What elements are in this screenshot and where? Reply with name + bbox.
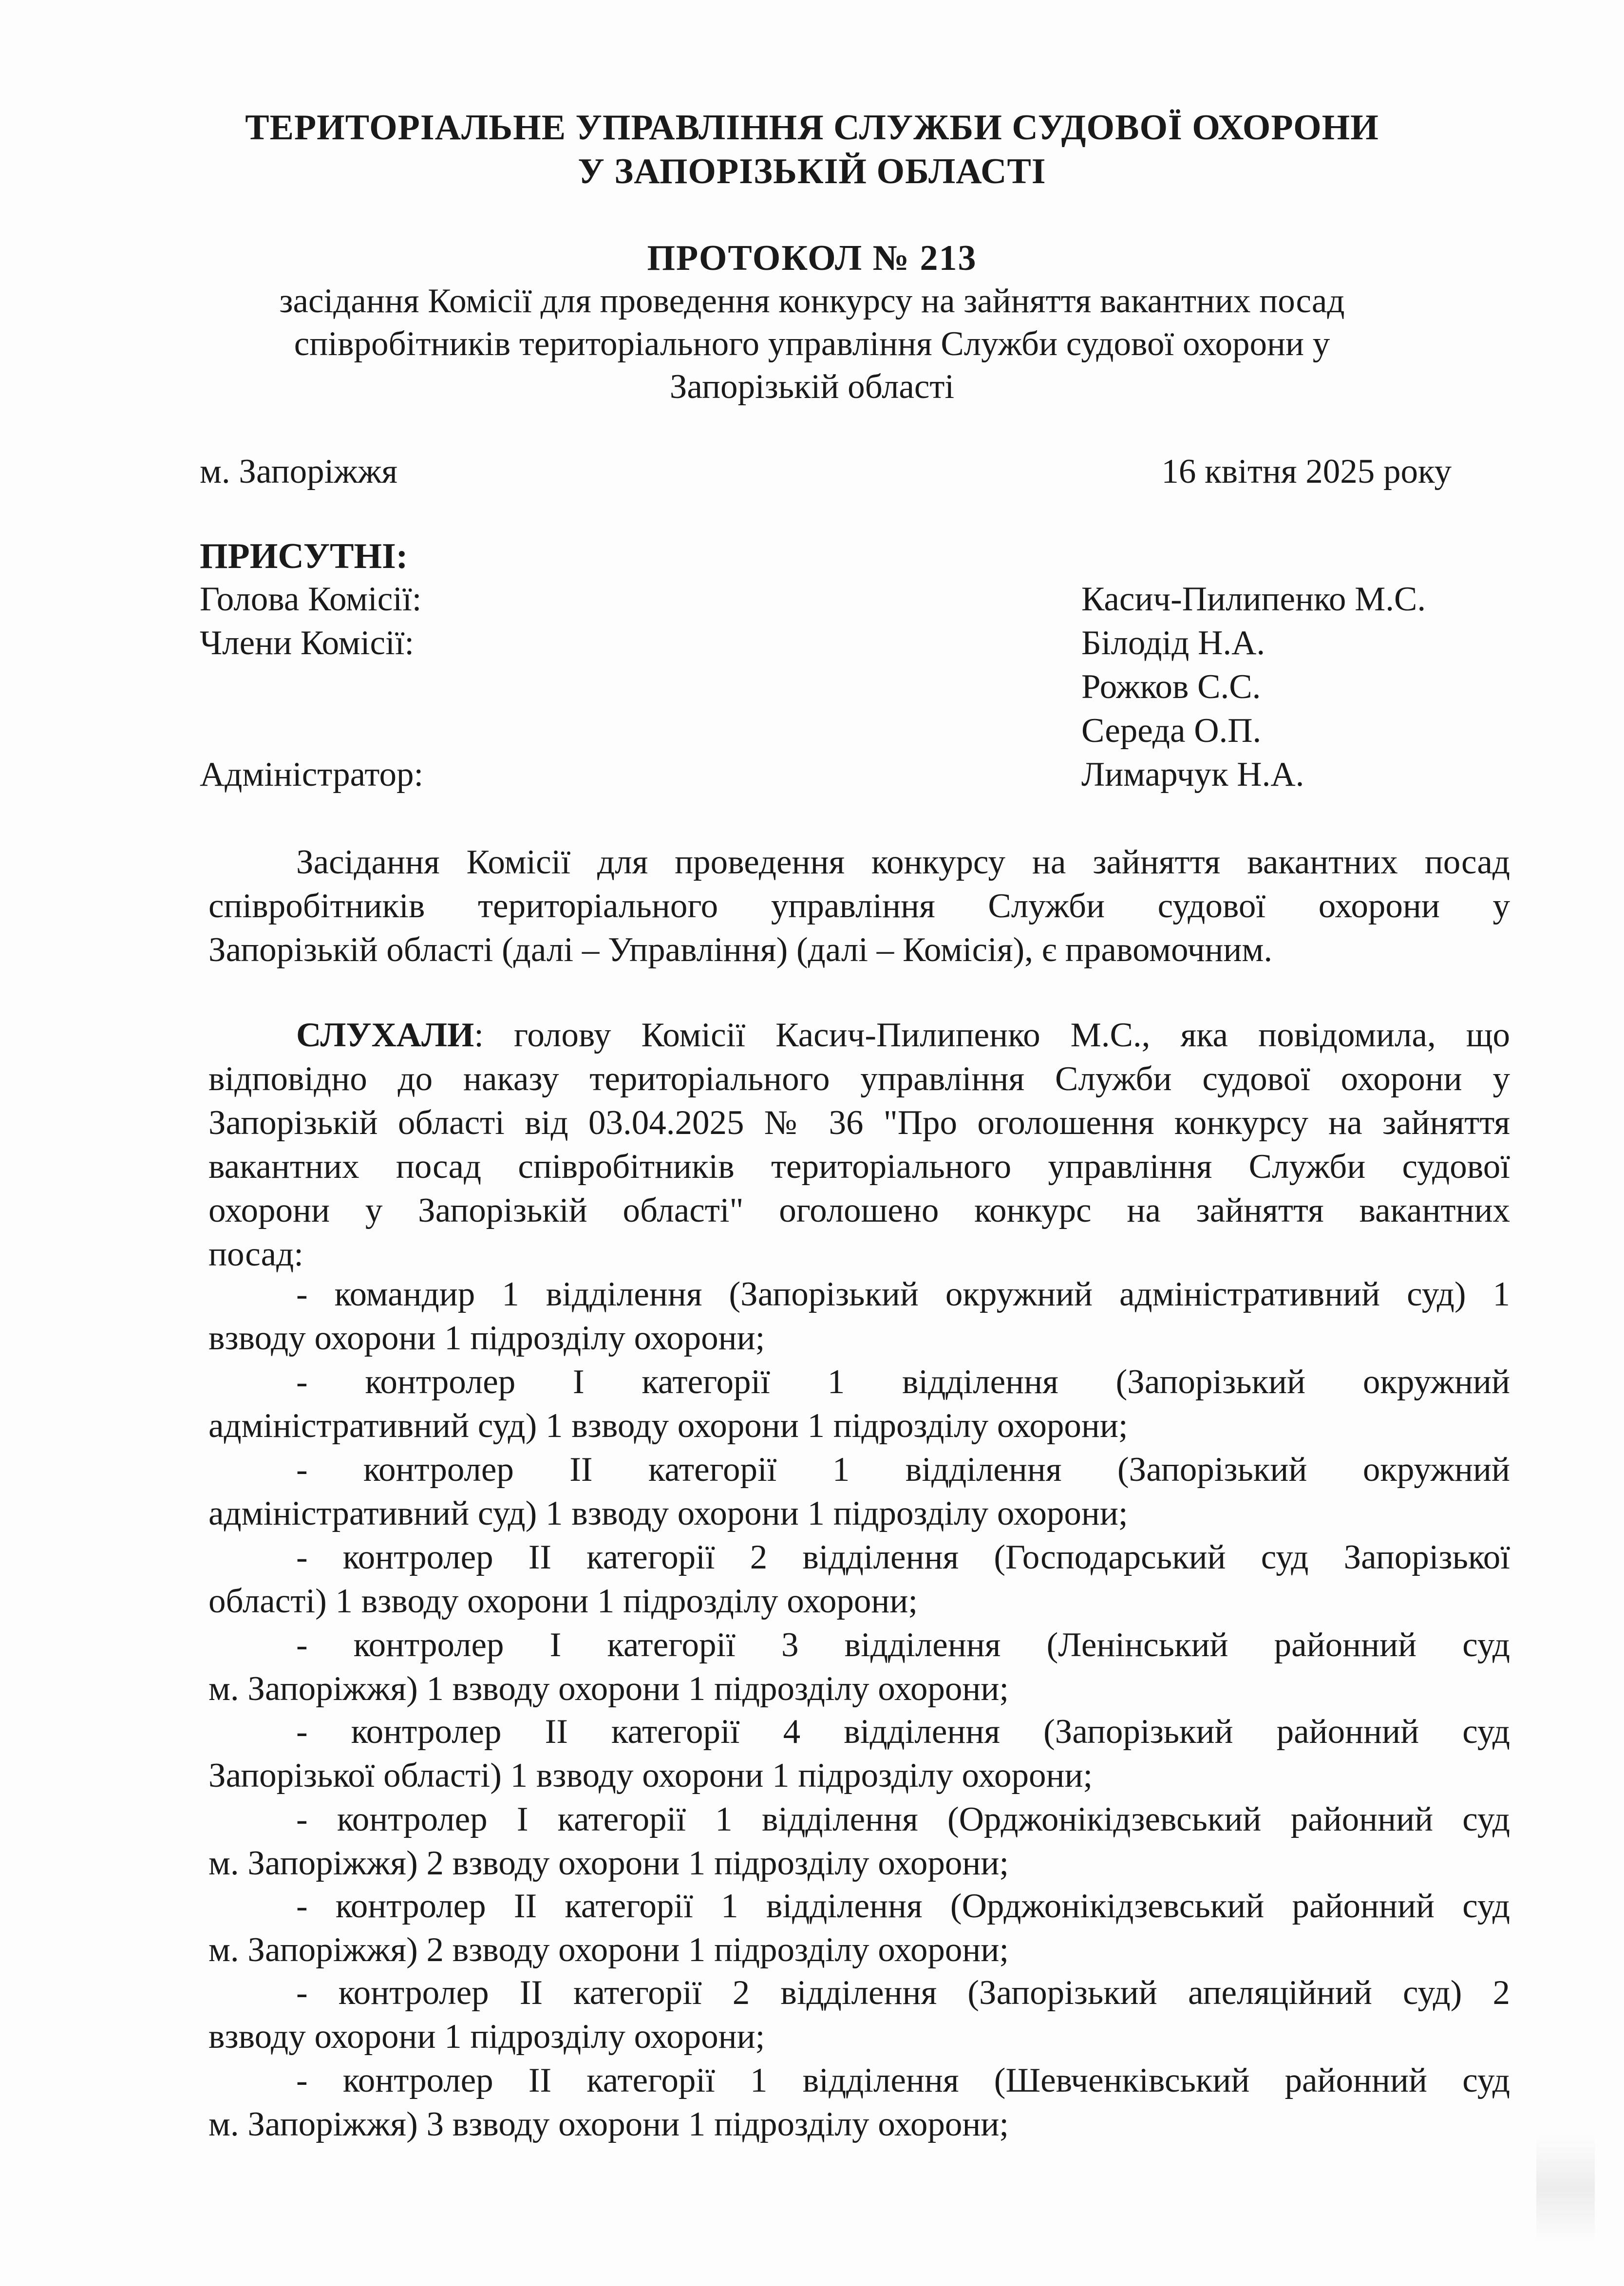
position-item-line1: - контролер ІІ категорії 1 відділення (Орджонікідзевський районний суд [296, 1887, 1510, 1925]
protocol-subtitle-line1: засідання Комісії для проведення конкурсу на зайняття вакантних посад [279, 282, 1345, 320]
position-item-line2: Запорізької області) 1 взводу охорони 1 підрозділу охорони; [208, 1757, 1093, 1795]
scan-shadow [1536, 2135, 1595, 2242]
position-item-line2: м. Запоріжжя) 2 взводу охорони 1 підрозділу охорони; [208, 1931, 1009, 1969]
position-item-line1: - контролер ІІ категорії 4 відділення (Запорізький районний суд [296, 1713, 1510, 1751]
quorum-paragraph-line3: Запорізькій області (далі – Управління) (далі – Комісія), є правомочним. [208, 931, 1273, 969]
quorum-paragraph-line1: Засідання Комісії для проведення конкурсу на зайняття вакантних посад [296, 843, 1510, 881]
admin-name: Лимарчук Н.А. [1081, 756, 1304, 793]
protocol-title: ПРОТОКОЛ № 213 [647, 238, 977, 278]
city: м. Запоріжжя [200, 453, 398, 491]
position-item-line2: м. Запоріжжя) 3 взводу охорони 1 підрозділу охорони; [208, 2105, 1009, 2143]
member-name: Рожков С.С. [1081, 668, 1261, 706]
heard-paragraph-line5: охорони у Запорізькій області" оголошено конкурс на зайняття вакантних [208, 1191, 1510, 1229]
position-item-line1: - контролер ІІ категорії 1 відділення (Шевченківський районний суд [296, 2061, 1510, 2099]
position-item-line2: адміністративний суд) 1 взводу охорони 1 підрозділу охорони; [208, 1407, 1128, 1445]
position-item-line2: м. Запоріжжя) 2 взводу охорони 1 підрозділу охорони; [208, 1844, 1009, 1882]
heard-paragraph-line4: вакантних посад співробітників територіального управління Служби судової [208, 1148, 1510, 1186]
member-name: Білодід Н.А. [1081, 624, 1265, 662]
position-item-line1: - контролер ІІ категорії 2 відділення (Господарський суд Запорізької [296, 1538, 1510, 1576]
heard-paragraph-line1 [296, 1013, 1510, 1057]
chair-name: Касич-Пилипенко М.С. [1081, 580, 1426, 618]
date: 16 квітня 2025 року [1161, 453, 1452, 491]
position-item-line1: - контролер ІІ категорії 2 відділення (Запорізький апеляційний суд) 2 [296, 1974, 1510, 2012]
heard-paragraph-line2: відповідно до наказу територіального управління Служби судової охорони у [208, 1060, 1510, 1098]
position-item-line2: області) 1 взводу охорони 1 підрозділу охорони; [208, 1582, 918, 1620]
position-item-line2: взводу охорони 1 підрозділу охорони; [208, 1319, 765, 1357]
heard-line1-text: : голову Комісії Касич-Пилипенко М.С., яка повідомила, що [474, 1016, 1510, 1054]
position-item-line2: адміністративний суд) 1 взводу охорони 1 підрозділу охорони; [208, 1494, 1128, 1532]
position-item-line1: - контролер І категорії 3 відділення (Ленінський районний суд [296, 1626, 1510, 1664]
chair-label: Голова Комісії: [200, 580, 422, 618]
organization-name-line2: У ЗАПОРІЗЬКІЙ ОБЛАСТІ [578, 151, 1046, 191]
organization-name-line1: ТЕРИТОРІАЛЬНЕ УПРАВЛІННЯ СЛУЖБИ СУДОВОЇ ОХОРОНИ [245, 108, 1379, 148]
protocol-subtitle-line3: Запорізькій області [669, 368, 955, 406]
heard-paragraph-line3: Запорізькій області від 03.04.2025 № 36 "Про оголошення конкурсу на зайняття [208, 1104, 1510, 1142]
position-item-line2: м. Запоріжжя) 1 взводу охорони 1 підрозділу охорони; [208, 1670, 1009, 1708]
heard-label: СЛУХАЛИ [296, 1016, 474, 1054]
member-name: Середа О.П. [1081, 712, 1262, 750]
position-item-line1: - контролер І категорії 1 відділення (Орджонікідзевський районний суд [296, 1800, 1510, 1838]
present-heading: ПРИСУТНІ: [200, 536, 408, 576]
position-item-line2: взводу охорони 1 підрозділу охорони; [208, 2018, 765, 2056]
protocol-subtitle-line2: співробітників територіального управління Служби судової охорони у [294, 325, 1330, 363]
admin-label: Адміністратор: [200, 756, 424, 793]
position-item-line1: - командир 1 відділення (Запорізький окружний адміністративний суд) 1 [296, 1275, 1510, 1313]
position-item-line1: - контролер І категорії 1 відділення (Запорізький окружний [296, 1363, 1510, 1401]
position-item-line1: - контролер ІІ категорії 1 відділення (Запорізький окружний [296, 1451, 1510, 1489]
members-label: Члени Комісії: [200, 624, 415, 662]
heard-paragraph-line6: посад: [208, 1235, 304, 1273]
quorum-paragraph-line2: співробітників територіального управління Служби судової охорони у [208, 887, 1510, 925]
